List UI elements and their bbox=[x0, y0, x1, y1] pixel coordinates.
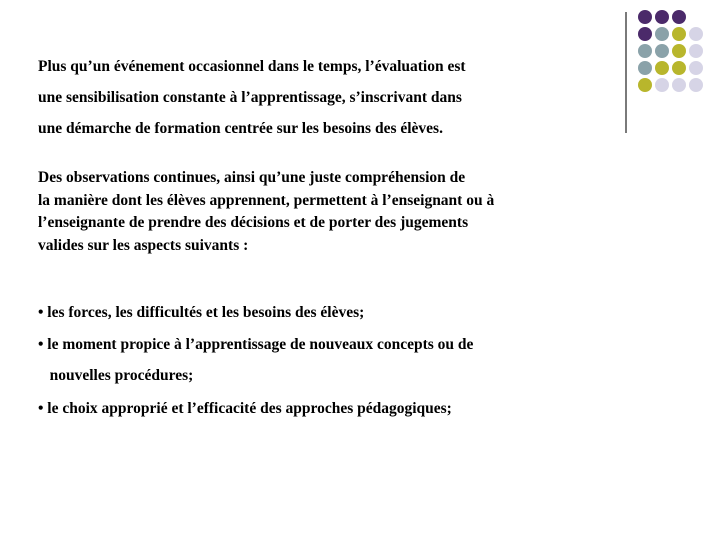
decorative-dot-teal bbox=[655, 27, 669, 41]
bullet-item-forces: • les forces, les difficultés et les besoins des élèves; bbox=[38, 304, 365, 321]
bullet-item-moment-propice: • le moment propice à l’apprentissage de nouveaux concepts ou de nouvelles procédures; bbox=[38, 336, 474, 384]
decorative-dot-lavender bbox=[689, 78, 703, 92]
decorative-dot-purple bbox=[638, 27, 652, 41]
decorative-dot-olive bbox=[655, 61, 669, 75]
decorative-dot-lavender bbox=[689, 27, 703, 41]
decorative-dot-lavender bbox=[689, 44, 703, 58]
decorative-dot-purple bbox=[655, 10, 669, 24]
decorative-dot-grid bbox=[638, 10, 720, 120]
decorative-dot-teal bbox=[638, 61, 652, 75]
paragraph-observations: Des observations continues, ainsi qu’une juste compréhension de la manière dont les élèves apprennent, permettent à l’enseignant ou à l’enseignante de prendre des décisions et de porter des jugements valides sur les aspects suivants : bbox=[38, 169, 495, 254]
divider-line bbox=[625, 12, 627, 133]
bullet-item-choix-approches: • le choix approprié et l’efficacité des approches pédagogiques; bbox=[38, 400, 452, 417]
decorative-dot-lavender bbox=[672, 78, 686, 92]
decorative-dot-olive bbox=[672, 27, 686, 41]
decorative-dot-olive bbox=[672, 61, 686, 75]
decorative-dot-olive bbox=[638, 78, 652, 92]
decorative-dot-purple bbox=[672, 10, 686, 24]
decorative-dot-olive bbox=[672, 44, 686, 58]
decorative-dot-purple bbox=[638, 10, 652, 24]
decorative-dot-teal bbox=[655, 44, 669, 58]
decorative-dot-teal bbox=[638, 44, 652, 58]
decorative-dot-lavender bbox=[689, 61, 703, 75]
paragraph-evaluation-definition: Plus qu’un événement occasionnel dans le temps, l’évaluation est une sensibilisation constante à l’apprentissage, s’inscrivant dans une démarche de formation centrée sur les besoins des élèves. bbox=[38, 58, 466, 137]
decorative-dot-lavender bbox=[655, 78, 669, 92]
